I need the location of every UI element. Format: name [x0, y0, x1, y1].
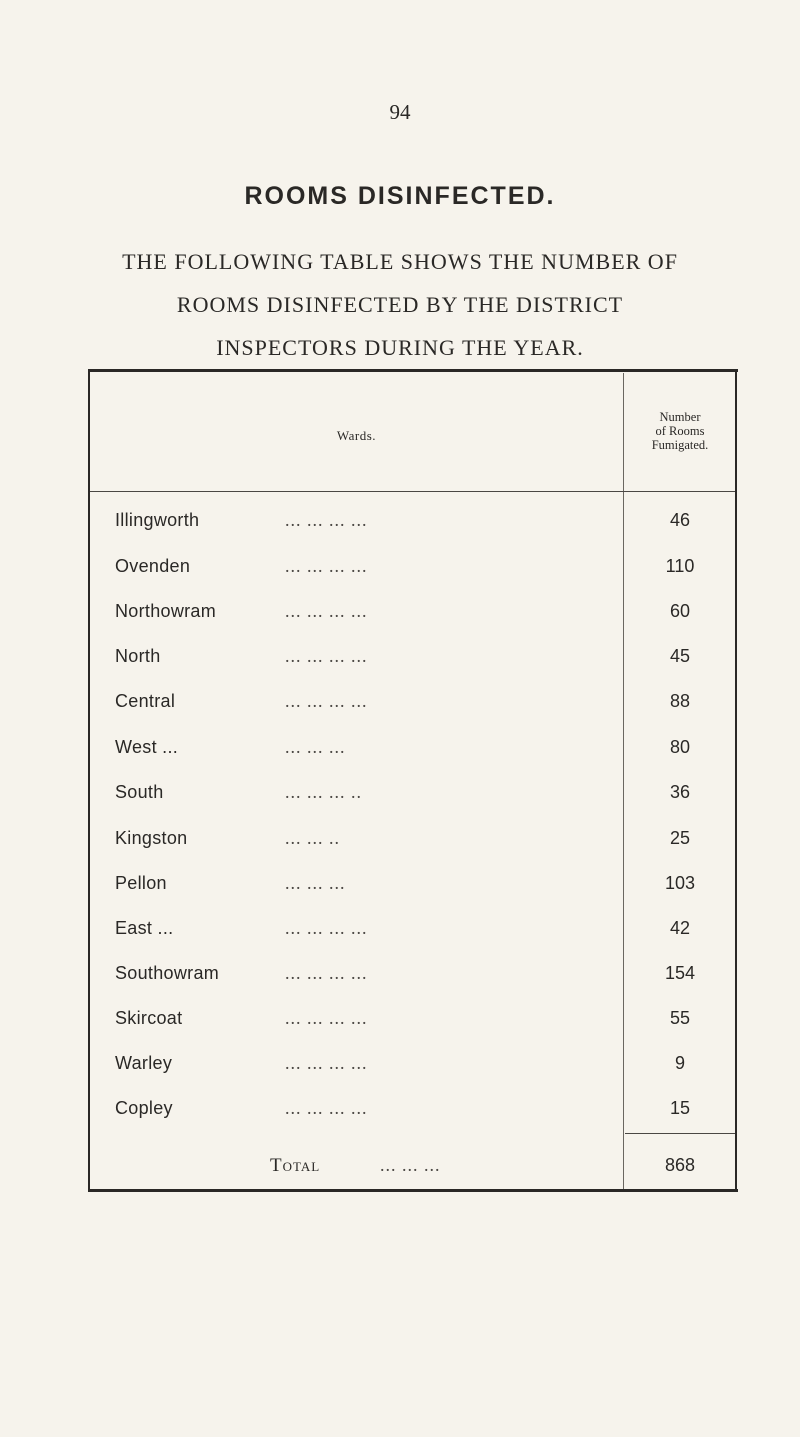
header-number-line: of Rooms [655, 424, 705, 438]
header-number-line: Fumigated. [651, 438, 709, 452]
intro-line: INSPECTORS DURING THE YEAR. [216, 335, 584, 360]
table-row [90, 556, 735, 590]
table-row [90, 737, 735, 771]
table-top-rule [88, 369, 738, 372]
table-row [90, 601, 735, 635]
page-title: ROOMS DISINFECTED. [244, 182, 556, 210]
table-row [90, 828, 735, 862]
table-row [90, 1098, 735, 1132]
table-right-rule [735, 369, 737, 1192]
ward-name: Copley [115, 1098, 173, 1118]
dot-leaders: ... ... ... [285, 873, 346, 893]
table-row [90, 873, 735, 907]
total-label: Total [270, 1155, 321, 1176]
rooms-count: 60 [669, 601, 691, 621]
ward-name: Kingston [115, 828, 188, 848]
ward-name: Northowram [115, 601, 217, 621]
dot-leaders: ... ... ... ... [285, 1008, 368, 1028]
page-number: 94 [389, 100, 411, 124]
total-value: 868 [664, 1155, 696, 1175]
ward-name: West ... [115, 737, 179, 757]
rooms-count: 88 [669, 691, 691, 711]
ward-name: Skircoat [115, 1008, 183, 1028]
intro-line: ROOMS DISINFECTED BY THE DISTRICT [176, 292, 624, 317]
table-row [90, 963, 735, 997]
dot-leaders: ... ... ... ... [285, 691, 368, 711]
table-row [90, 1008, 735, 1042]
rooms-count: 15 [669, 1098, 691, 1118]
table-bottom-rule [88, 1189, 738, 1192]
rooms-count: 103 [664, 873, 696, 893]
rooms-count: 42 [669, 918, 691, 938]
dot-leaders: ... ... ... ... [285, 1098, 368, 1118]
dot-leaders: ... ... ... ... [285, 963, 368, 983]
intro-line: THE FOLLOWING TABLE SHOWS THE NUMBER OF [122, 249, 678, 274]
dot-leaders: ... ... ... ... [285, 510, 368, 530]
rooms-count: 45 [669, 646, 691, 666]
rooms-count: 110 [665, 556, 695, 576]
ward-name: Illingworth [115, 510, 200, 530]
dot-leaders: ... ... ... ... [285, 1053, 368, 1073]
dot-leaders: ... ... .. [285, 828, 340, 848]
rooms-count: 80 [669, 737, 691, 757]
rooms-count: 55 [669, 1008, 691, 1028]
rooms-count: 36 [669, 782, 691, 802]
total-rule [625, 1133, 735, 1134]
table-row [90, 782, 735, 816]
dot-leaders: ... ... ... ... [285, 646, 368, 666]
ward-name: Central [115, 691, 176, 711]
table-row [90, 1053, 735, 1087]
dot-leaders: ... ... ... ... [285, 601, 368, 621]
header-rule [90, 491, 735, 492]
rooms-count: 154 [664, 963, 696, 983]
total-row [90, 1155, 735, 1189]
header-wards: Wards. [336, 428, 377, 443]
table-row [90, 510, 735, 544]
dot-leaders: ... ... ... ... [285, 556, 368, 576]
ward-name: North [115, 646, 161, 666]
header-number-line: Number [659, 410, 701, 424]
dot-leaders: ... ... ... ... [285, 918, 368, 938]
intro-text [60, 240, 740, 369]
ward-name: Ovenden [115, 556, 191, 576]
ward-name: Warley [115, 1053, 173, 1073]
dot-leaders: ... ... ... [380, 1155, 441, 1175]
ward-name: Pellon [115, 873, 167, 893]
dot-leaders: ... ... ... .. [285, 782, 362, 802]
table-row [90, 691, 735, 725]
table-row [90, 646, 735, 680]
dot-leaders: ... ... ... [285, 737, 346, 757]
rooms-count: 25 [669, 828, 691, 848]
ward-name: East ... [115, 918, 174, 938]
ward-name: South [115, 782, 164, 802]
table-row [90, 918, 735, 952]
ward-name: Southowram [115, 963, 220, 983]
header-number [625, 410, 735, 452]
rooms-count: 46 [669, 510, 691, 530]
rooms-count: 9 [674, 1053, 685, 1073]
